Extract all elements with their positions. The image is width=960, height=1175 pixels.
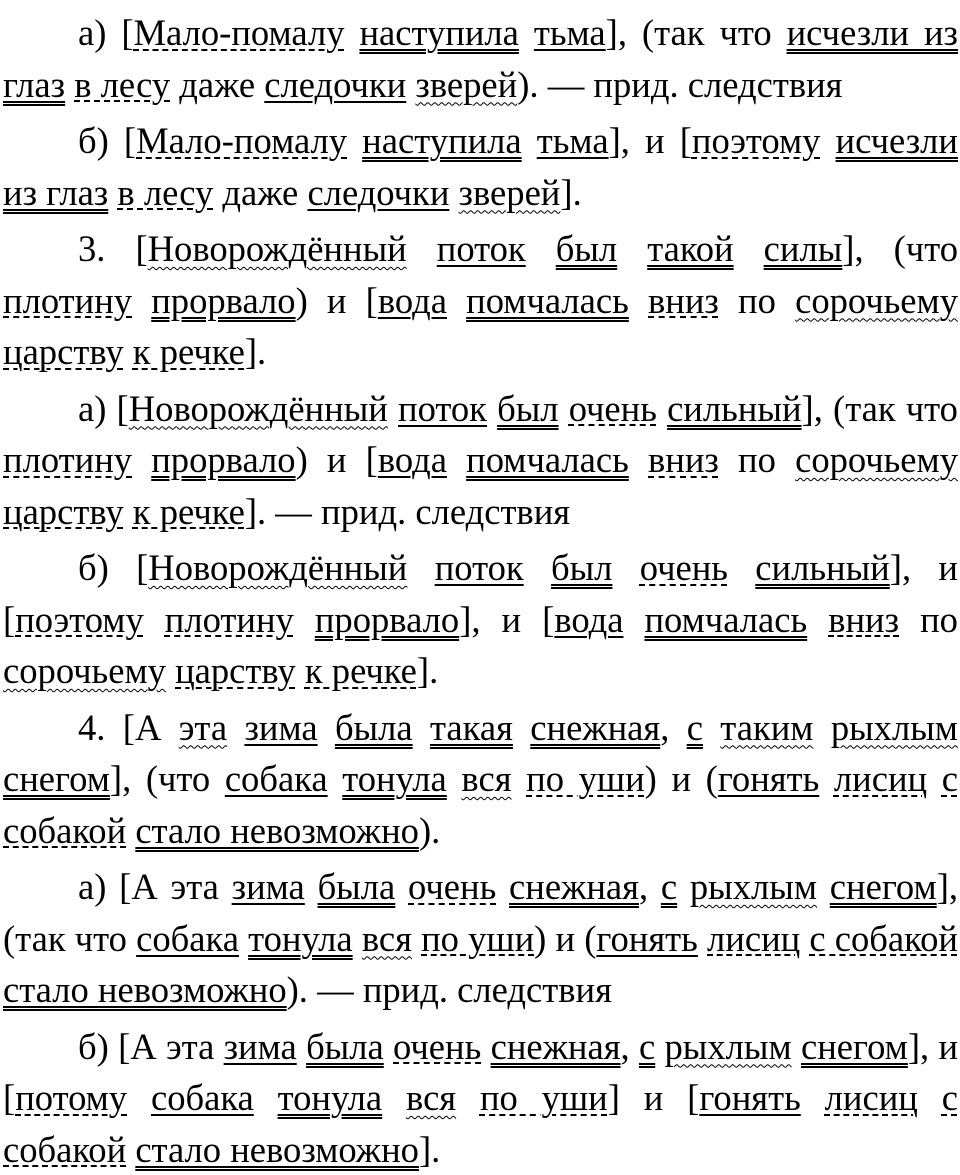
text-run: ], и [	[609, 120, 692, 161]
marked-word-subj: поток	[398, 388, 487, 429]
text-run	[524, 547, 551, 588]
text-run	[132, 280, 151, 321]
text-run	[406, 64, 415, 105]
marked-word-pred: исчезли из глаз	[3, 120, 958, 213]
marked-word-subj: тьма	[534, 12, 606, 53]
text-run	[617, 228, 647, 269]
text-run	[559, 388, 569, 429]
marked-word-obj: плотину	[3, 439, 132, 480]
marked-word-obj: плотину	[3, 280, 132, 321]
marked-word-attr: таким	[720, 707, 813, 748]
marked-word-subj: тьма	[537, 120, 609, 161]
marked-word-adv: Мало-помалу	[136, 120, 347, 161]
text-run	[623, 599, 644, 640]
marked-word-adv: в лесу	[74, 64, 170, 105]
text-run	[126, 810, 135, 851]
marked-word-pred: наступила	[362, 120, 521, 161]
text-run	[820, 120, 835, 161]
text-run	[124, 331, 133, 372]
marked-word-pred: снежная	[530, 707, 660, 748]
marked-word-pred: сильный	[755, 547, 889, 588]
text-run	[353, 918, 362, 959]
text-run	[239, 918, 248, 959]
marked-word-subj: поток	[435, 547, 524, 588]
marked-word-pred: тонула	[248, 918, 353, 959]
marked-word-pred: такой	[647, 228, 733, 269]
marked-word-pred: помчалась	[466, 280, 629, 321]
marked-word-obj: с собакой	[3, 1077, 958, 1170]
text-run: ], (что	[110, 758, 225, 799]
text-run	[297, 1026, 306, 1067]
marked-word-adv: к речке	[305, 650, 417, 691]
marked-word-attr: рыхлым	[831, 707, 958, 748]
marked-word-adv: очень	[408, 866, 496, 907]
text-paragraph	[3, 537, 958, 697]
text-run: по	[719, 439, 795, 480]
text-run: даже	[213, 172, 307, 213]
text-run: б) [	[78, 547, 148, 588]
marked-word-adv: Мало-помалу	[134, 12, 345, 53]
text-run	[703, 707, 720, 748]
marked-word-pred: помчалась	[644, 599, 807, 640]
marked-word-attr: вся	[461, 758, 511, 799]
text-run	[807, 599, 828, 640]
text-run: ].	[245, 331, 266, 372]
marked-word-pred: был	[556, 228, 617, 269]
marked-word-pred: стало невозможно	[135, 810, 419, 851]
marked-word-subj: собака	[136, 918, 239, 959]
marked-word-adv: поэтому	[692, 120, 821, 161]
marked-word-subj: гонять	[596, 918, 697, 959]
marked-word-pred: стало невозможно	[3, 969, 287, 1010]
marked-word-pred: исчезли из глаз	[3, 12, 958, 105]
text-run: ]. — прид. следствия	[245, 491, 570, 532]
marked-word-subj: зима	[244, 707, 317, 748]
text-run	[227, 707, 244, 748]
text-run: ], (что	[842, 228, 958, 269]
marked-word-adv: к речке	[133, 491, 245, 532]
text-run	[801, 1077, 825, 1118]
text-run	[166, 650, 175, 691]
marked-word-subj: вода	[378, 439, 447, 480]
text-run: ], (так что	[3, 866, 958, 959]
marked-word-attr: сорочьему	[795, 439, 958, 480]
marked-word-subj: гонять	[718, 758, 819, 799]
marked-word-subj: собака	[225, 758, 328, 799]
text-run	[407, 547, 434, 588]
text-run	[927, 758, 942, 799]
text-run	[817, 866, 830, 907]
text-run	[481, 1026, 490, 1067]
marked-word-pred: такая	[430, 707, 513, 748]
text-run	[296, 650, 305, 691]
text-run: ). — прид. следствия	[517, 64, 842, 105]
marked-word-pred: снежная	[491, 1026, 621, 1067]
text-run: по	[899, 599, 958, 640]
marked-word-adv: в лесу	[117, 172, 213, 213]
text-run: ], и [	[459, 599, 554, 640]
marked-word-pred: помчалась	[466, 439, 629, 480]
text-run	[487, 388, 497, 429]
text-run	[407, 228, 437, 269]
marked-word-adv: по уши	[480, 1077, 608, 1118]
marked-word-pred: снегом	[830, 866, 937, 907]
text-run: ].	[419, 1129, 440, 1170]
text-paragraph	[3, 1016, 958, 1175]
text-run: ], и [	[3, 1026, 958, 1119]
marked-word-subj: зима	[232, 866, 305, 907]
text-run	[294, 599, 315, 640]
marked-word-attr: рыхлым	[690, 866, 817, 907]
text-run: ,	[660, 707, 686, 748]
text-run	[388, 388, 398, 429]
marked-word-adv: царству	[3, 491, 124, 532]
text-run: по	[719, 280, 795, 321]
marked-word-attr: сорочьему	[3, 650, 166, 691]
marked-word-subj: собака	[151, 1077, 254, 1118]
marked-word-pred: была	[335, 707, 413, 748]
text-run	[447, 758, 462, 799]
text-run: даже	[170, 64, 264, 105]
marked-word-obj: с собакой	[3, 758, 958, 851]
text-run	[412, 918, 421, 959]
marked-word-adv: очень	[393, 1026, 481, 1067]
marked-word-pred: снегом	[3, 758, 110, 799]
text-run	[512, 758, 527, 799]
text-run: б) [А эта	[78, 1026, 224, 1067]
text-run	[655, 1026, 664, 1067]
text-run: ,	[621, 1026, 639, 1067]
text-run	[126, 1129, 135, 1170]
marked-word-attr: вся	[362, 918, 412, 959]
marked-word-subj: следочки	[264, 64, 406, 105]
marked-word-attr: Новорождённый	[148, 547, 407, 588]
marked-word-pred: прорвало	[151, 439, 295, 480]
marked-word-pred: тонула	[278, 1077, 383, 1118]
text-run	[328, 758, 343, 799]
text-run	[305, 866, 318, 907]
marked-word-pred: был	[497, 388, 558, 429]
text-run: ) и [	[296, 439, 378, 480]
marked-word-attr: эта	[179, 707, 227, 748]
text-run: ], (так что	[802, 388, 958, 429]
text-run	[144, 599, 165, 640]
marked-word-obj: лисиц	[834, 758, 927, 799]
marked-word-pred: с	[661, 866, 677, 907]
marked-word-pred: прорвало	[315, 599, 459, 640]
text-run	[395, 866, 408, 907]
text-run: а) [	[78, 12, 134, 53]
text-run	[526, 228, 556, 269]
text-run	[629, 439, 648, 480]
marked-word-pred: тонула	[342, 758, 447, 799]
marked-word-attr: рыхлым	[665, 1026, 792, 1067]
text-run: ], (так что	[606, 12, 787, 53]
text-run	[496, 866, 509, 907]
marked-word-pred: был	[551, 547, 612, 588]
text-run	[612, 547, 639, 588]
marked-word-attr: зверей	[459, 172, 561, 213]
marked-word-subj: поток	[437, 228, 526, 269]
text-paragraph	[3, 0, 958, 110]
text-run: ].	[560, 172, 581, 213]
text-run	[384, 1026, 393, 1067]
text-run	[413, 707, 430, 748]
text-run: ,	[639, 866, 661, 907]
marked-word-obj: плотину	[165, 599, 294, 640]
text-paragraph	[3, 218, 958, 378]
text-run	[918, 1077, 942, 1118]
text-run	[345, 12, 360, 53]
text-run	[657, 388, 667, 429]
text-run: ], и [	[3, 547, 958, 640]
marked-word-adv: царству	[3, 331, 124, 372]
marked-word-adv: очень	[569, 388, 657, 429]
marked-word-adv: очень	[640, 547, 728, 588]
marked-word-obj: лисиц	[707, 918, 800, 959]
marked-word-subj: следочки	[307, 172, 449, 213]
text-run: 4. [А	[78, 707, 179, 748]
text-run	[519, 12, 534, 53]
marked-word-attr: сорочьему	[795, 280, 958, 321]
marked-word-adv: по уши	[526, 758, 645, 799]
text-run	[629, 280, 648, 321]
marked-word-adv: царству	[175, 650, 296, 691]
text-run	[382, 1077, 406, 1118]
text-run: ). — прид. следствия	[287, 969, 612, 1010]
text-run	[449, 172, 458, 213]
marked-word-pred: наступила	[359, 12, 518, 53]
text-paragraph	[3, 378, 958, 538]
marked-word-pred: силы	[764, 228, 843, 269]
text-run	[456, 1077, 480, 1118]
marked-word-adv: вниз	[828, 599, 899, 640]
marked-word-adv: вниз	[648, 280, 719, 321]
text-run	[677, 866, 690, 907]
text-run	[513, 707, 530, 748]
marked-word-adv: потому	[15, 1077, 127, 1118]
text-run	[813, 707, 830, 748]
text-run	[792, 1026, 801, 1067]
text-run	[132, 439, 151, 480]
marked-word-pred: снегом	[801, 1026, 908, 1067]
text-run: ) и (	[645, 758, 718, 799]
text-run	[447, 439, 466, 480]
marked-word-attr: Новорождённый	[129, 388, 388, 429]
text-run	[347, 120, 362, 161]
text-run: ] и [	[608, 1077, 700, 1118]
text-run: ) и [	[296, 280, 378, 321]
marked-word-pred: с	[687, 707, 703, 748]
text-run: ) и (	[534, 918, 596, 959]
text-run: ).	[419, 810, 440, 851]
text-run: б) [	[78, 120, 136, 161]
marked-word-attr: Новорождённый	[148, 228, 407, 269]
marked-word-pred: снежная	[509, 866, 639, 907]
marked-word-pred: с	[639, 1026, 655, 1067]
marked-word-adv: к речке	[133, 331, 245, 372]
marked-word-subj: гонять	[699, 1077, 800, 1118]
text-run: ].	[417, 650, 438, 691]
marked-word-obj: лисиц	[825, 1077, 918, 1118]
marked-word-pred: была	[306, 1026, 384, 1067]
text-run	[698, 918, 707, 959]
marked-word-obj: с собакой	[809, 918, 958, 959]
text-run	[127, 1077, 151, 1118]
marked-word-pred: прорвало	[151, 280, 295, 321]
text-run	[734, 228, 764, 269]
text-paragraph	[3, 110, 958, 218]
marked-word-pred: стало невозможно	[135, 1129, 419, 1170]
text-run	[819, 758, 834, 799]
marked-word-attr: вся	[406, 1077, 456, 1118]
marked-word-subj: зима	[224, 1026, 297, 1067]
marked-word-subj: вода	[378, 280, 447, 321]
text-run	[318, 707, 335, 748]
marked-word-adv: поэтому	[15, 599, 144, 640]
text-paragraph	[3, 697, 958, 857]
text-run	[447, 280, 466, 321]
text-paragraph	[3, 856, 958, 1016]
text-run: а) [А эта	[78, 866, 232, 907]
text-run	[65, 64, 74, 105]
marked-word-pred: сильный	[667, 388, 801, 429]
text-run: а) [	[78, 388, 129, 429]
marked-word-adv: вниз	[648, 439, 719, 480]
marked-word-subj: вода	[554, 599, 623, 640]
marked-word-attr: зверей	[415, 64, 517, 105]
text-run	[254, 1077, 278, 1118]
marked-word-adv: по уши	[421, 918, 534, 959]
text-run	[124, 491, 133, 532]
text-run	[728, 547, 755, 588]
text-run: 3. [	[78, 228, 148, 269]
text-run	[522, 120, 537, 161]
marked-word-pred: была	[318, 866, 396, 907]
